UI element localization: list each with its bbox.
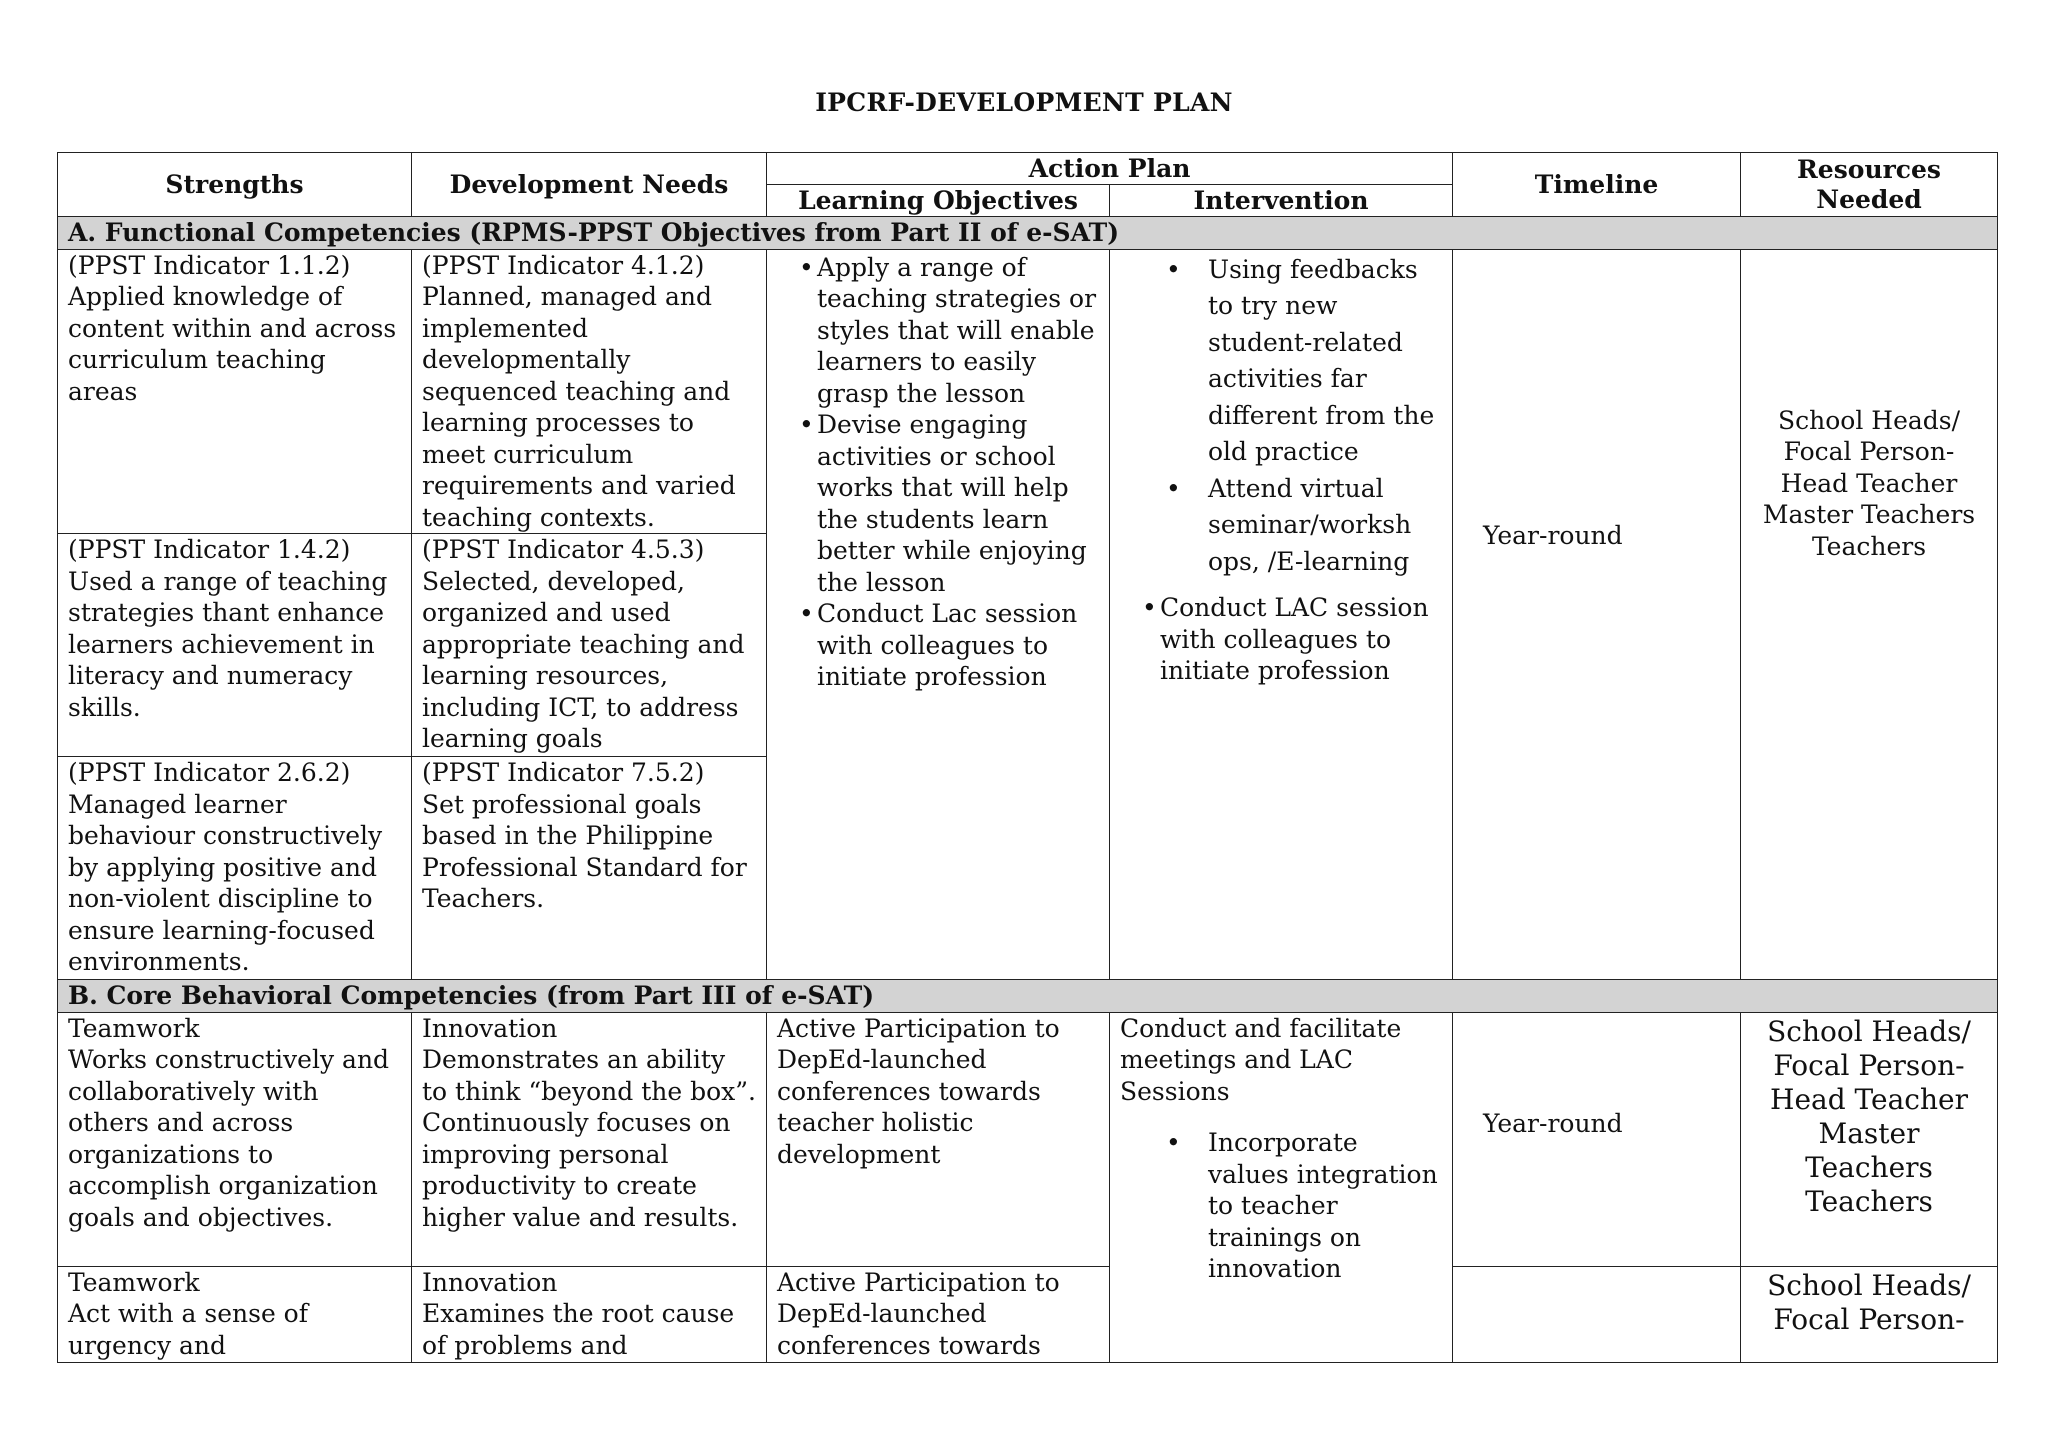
list-item: • Attend virtual seminar/worksh ops, /E-learning [1208,471,1442,581]
strength-indicator: (PPST Indicator 2.6.2) [68,758,351,787]
header-strengths: Strengths [58,153,412,217]
timeline-cell [1453,249,1741,980]
list-item: • Apply a range of teaching strategies or styles that will enable learners to easily grasp the lesson [817,252,1099,410]
development-need-cell [412,249,767,534]
timeline-cell [1453,1012,1741,1266]
intervention-lead: Conduct and facilitate meetings and LAC Sessions [1120,1013,1402,1106]
need-text: Planned, managed and implemented developmentally sequenced teaching and learning processes to meet curriculum requirements and varied teaching contexts. [422,282,736,532]
resources-cell [1741,1266,1998,1362]
development-plan-table [57,152,1998,1363]
development-need-cell [412,1266,767,1362]
strength-competency: Teamwork [68,1013,200,1043]
header-resources-needed: Resources Needed [1741,153,1998,217]
timeline-text: Year-round [1483,520,1623,550]
section-a-title: A. Functional Competencies (RPMS-PPST Objectives from Part II of e-SAT) [58,217,1998,250]
resource-line: School Heads/ [1767,1014,1971,1048]
resource-line: Focal Person- [1773,1302,1965,1336]
resource-line: Focal Person- [1773,1048,1965,1082]
objectives-list [777,252,1099,693]
section-b-title: B. Core Behavioral Competencies (from Part III of e-SAT) [58,980,1998,1013]
development-need-cell [412,534,767,757]
interventions-list [1120,1127,1442,1285]
strength-cell [58,757,412,980]
resource-line: Teachers [1805,1150,1933,1184]
list-item: • Using feedbacks to try new student-related activities far different from the old practice [1208,252,1442,471]
need-indicator: (PPST Indicator 7.5.2) [422,758,705,787]
need-indicator: (PPST Indicator 4.5.3) [422,535,705,564]
header-development-needs: Development Needs [412,153,767,217]
strength-text: Used a range of teaching strategies thant enhance learners achievement in literacy and numeracy skills. [68,566,388,722]
learning-objective-cell: Active Participation to DepEd-launched conferences towards teacher holistic development [767,1012,1110,1266]
header-intervention: Intervention [1110,185,1453,217]
learning-objectives-cell [767,249,1110,980]
resource-line: Master Teachers [1762,500,1976,529]
need-indicator: (PPST Indicator 4.1.2) [422,250,705,280]
strength-text: Applied knowledge of content within and across curriculum teaching areas [68,282,397,406]
strength-text: Works constructively and collaboratively with others and across organizations to accomplish organization goals and objectives. [68,1045,390,1232]
header-timeline: Timeline [1453,153,1741,217]
resource-line: Head Teacher [1780,468,1958,498]
need-text: Examines the root cause of problems and [422,1299,735,1360]
strength-text: Act with a sense of urgency and [68,1299,308,1360]
need-text: Selected, developed, organized and used appropriate teaching and learning resources, including ICT, to address learning goals [422,566,745,753]
learning-objective-cell: Active Participation to DepEd-launched conferences towards [767,1266,1110,1362]
need-competency: Innovation [422,1267,558,1297]
development-need-cell [412,1012,767,1266]
resource-line: Head Teacher [1770,1082,1968,1116]
resources-cell [1741,249,1998,980]
resources-cell [1741,1012,1998,1266]
development-need-cell [412,757,767,980]
timeline-cell [1453,1266,1741,1362]
resource-line: Teachers [1811,531,1927,561]
resource-line: Focal Person- [1783,437,1955,466]
list-item: • Incorporate values integration to teacher trainings on innovation [1208,1127,1442,1285]
resource-line: Master [1818,1116,1920,1150]
document-title: IPCRF-DEVELOPMENT PLAN [815,88,1233,117]
strength-indicator: (PPST Indicator 1.1.2) [68,250,351,280]
intervention-cell [1110,1012,1453,1362]
strength-text: Managed learner behaviour constructively by applying positive and non-violent discipline to ensure learning-focused environments. [68,789,383,976]
strength-indicator: (PPST Indicator 1.4.2) [68,535,351,564]
strength-cell [58,1266,412,1362]
intervention-cell [1110,249,1453,980]
interventions-extra-list [1120,592,1442,687]
need-text: Set professional goals based in the Philippine Professional Standard for Teachers. [422,789,747,913]
strength-cell [58,534,412,757]
timeline-text: Year-round [1483,1108,1623,1138]
need-competency: Innovation [422,1013,558,1043]
resource-line: Teachers [1805,1184,1933,1218]
need-text: Demonstrates an ability to think “beyond the box”. Continuously focuses on improving personal productivity to create higher value and results. [422,1045,756,1232]
list-item: • Conduct Lac session with colleagues to initiate profession [817,598,1099,693]
header-learning-objectives: Learning Objectives [767,185,1110,217]
list-item: • Devise engaging activities or school works that will help the students learn better while enjoying the lesson [817,409,1099,598]
strength-competency: Teamwork [68,1267,200,1297]
strength-cell [58,1012,412,1266]
resource-line: School Heads/ [1767,1268,1971,1302]
interventions-list [1120,252,1442,581]
list-item: • Conduct LAC session with colleagues to initiate profession [1160,592,1442,687]
header-action-plan: Action Plan [767,153,1453,185]
resource-line: School Heads/ [1778,405,1961,435]
strength-cell [58,249,412,534]
